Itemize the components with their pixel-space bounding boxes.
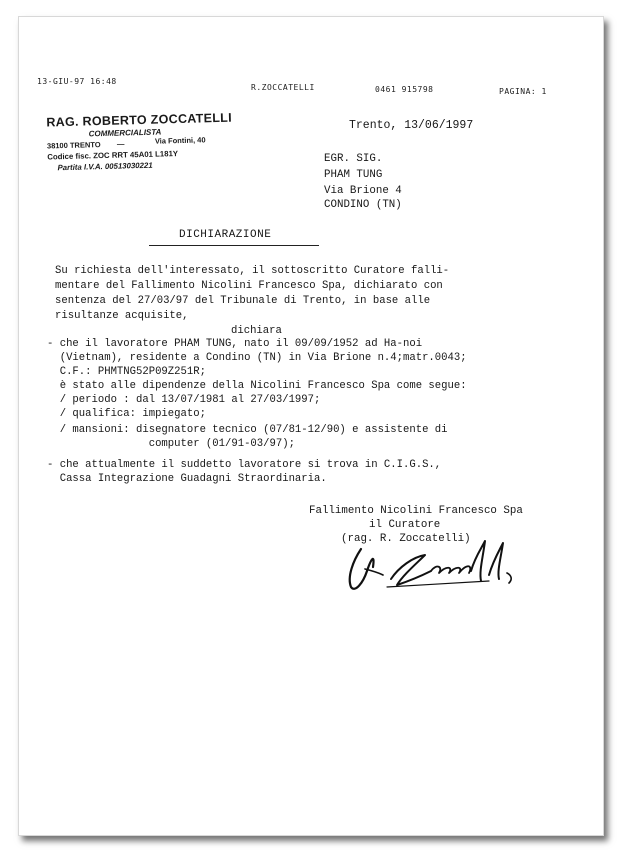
- intro-line: mentare del Fallimento Nicolini Francesco Spa, dichiarato con: [55, 280, 443, 292]
- stamp-name: RAG. ROBERTO ZOCCATELLI: [46, 110, 233, 130]
- fax-datetime: 13-GIU-97 16:48: [37, 77, 117, 86]
- stamp-city: 38100 TRENTO: [46, 140, 101, 151]
- stamp-role: COMMERCIALISTA: [88, 127, 162, 139]
- fax-phone: 0461 915798: [375, 85, 434, 94]
- signature-name: (rag. R. Zoccatelli): [341, 533, 471, 545]
- place-date: Trento, 13/06/1997: [349, 119, 474, 132]
- declaration-line: computer (01/91-03/97);: [47, 438, 295, 450]
- stamp-dash: —: [116, 139, 125, 149]
- intro-line: sentenza del 27/03/97 del Tribunale di Trento, in base alle: [55, 295, 431, 307]
- declares-word: dichiara: [231, 325, 282, 337]
- fax-page-number: PAGINA: 1: [499, 87, 547, 96]
- closing-line: - che attualmente il suddetto lavoratore si trova in C.I.G.S.,: [47, 459, 442, 471]
- declaration-line: C.F.: PHMTNG52P09Z251R;: [47, 366, 206, 378]
- declaration-line: / mansioni: disegnatore tecnico (07/81-12/90) e assistente di: [47, 424, 448, 436]
- handwritten-signature: [339, 527, 519, 599]
- recipient-name: PHAM TUNG: [324, 169, 383, 181]
- intro-line: risultanze acquisite,: [55, 310, 189, 322]
- declaration-line: / periodo : dal 13/07/1981 al 27/03/1997;: [47, 394, 321, 406]
- stamp-street: Via Fontini, 40: [154, 135, 206, 146]
- declaration-line: (Vietnam), residente a Condino (TN) in Via Brione n.4;matr.0043;: [47, 352, 467, 364]
- signature-company: Fallimento Nicolini Francesco Spa: [309, 505, 523, 517]
- declaration-line: è stato alle dipendenze della Nicolini Francesco Spa come segue:: [47, 380, 467, 392]
- fax-sender: R.ZOCCATELLI: [251, 83, 315, 92]
- stamp-vat-number: Partita I.V.A. 00513030221: [57, 160, 153, 173]
- recipient-street: Via Brione 4: [324, 185, 402, 197]
- stamp-fiscal-code: Codice fisc. ZOC RRT 45A01 L181Y: [47, 149, 179, 162]
- accountant-stamp: [46, 111, 238, 182]
- document-page: [18, 16, 604, 836]
- declaration-line: - che il lavoratore PHAM TUNG, nato il 09/09/1952 ad Ha-noi: [47, 338, 423, 350]
- recipient-salutation: EGR. SIG.: [324, 153, 383, 165]
- recipient-city: CONDINO (TN): [324, 199, 402, 211]
- declaration-line: / qualifica: impiegato;: [47, 408, 206, 420]
- title-underline: [149, 245, 319, 246]
- signature-role: il Curatore: [369, 519, 441, 531]
- closing-line: Cassa Integrazione Guadagni Straordinaria.: [47, 473, 327, 485]
- intro-line: Su richiesta dell'interessato, il sottoscritto Curatore falli-: [55, 265, 450, 277]
- document-title: DICHIARAZIONE: [179, 229, 272, 241]
